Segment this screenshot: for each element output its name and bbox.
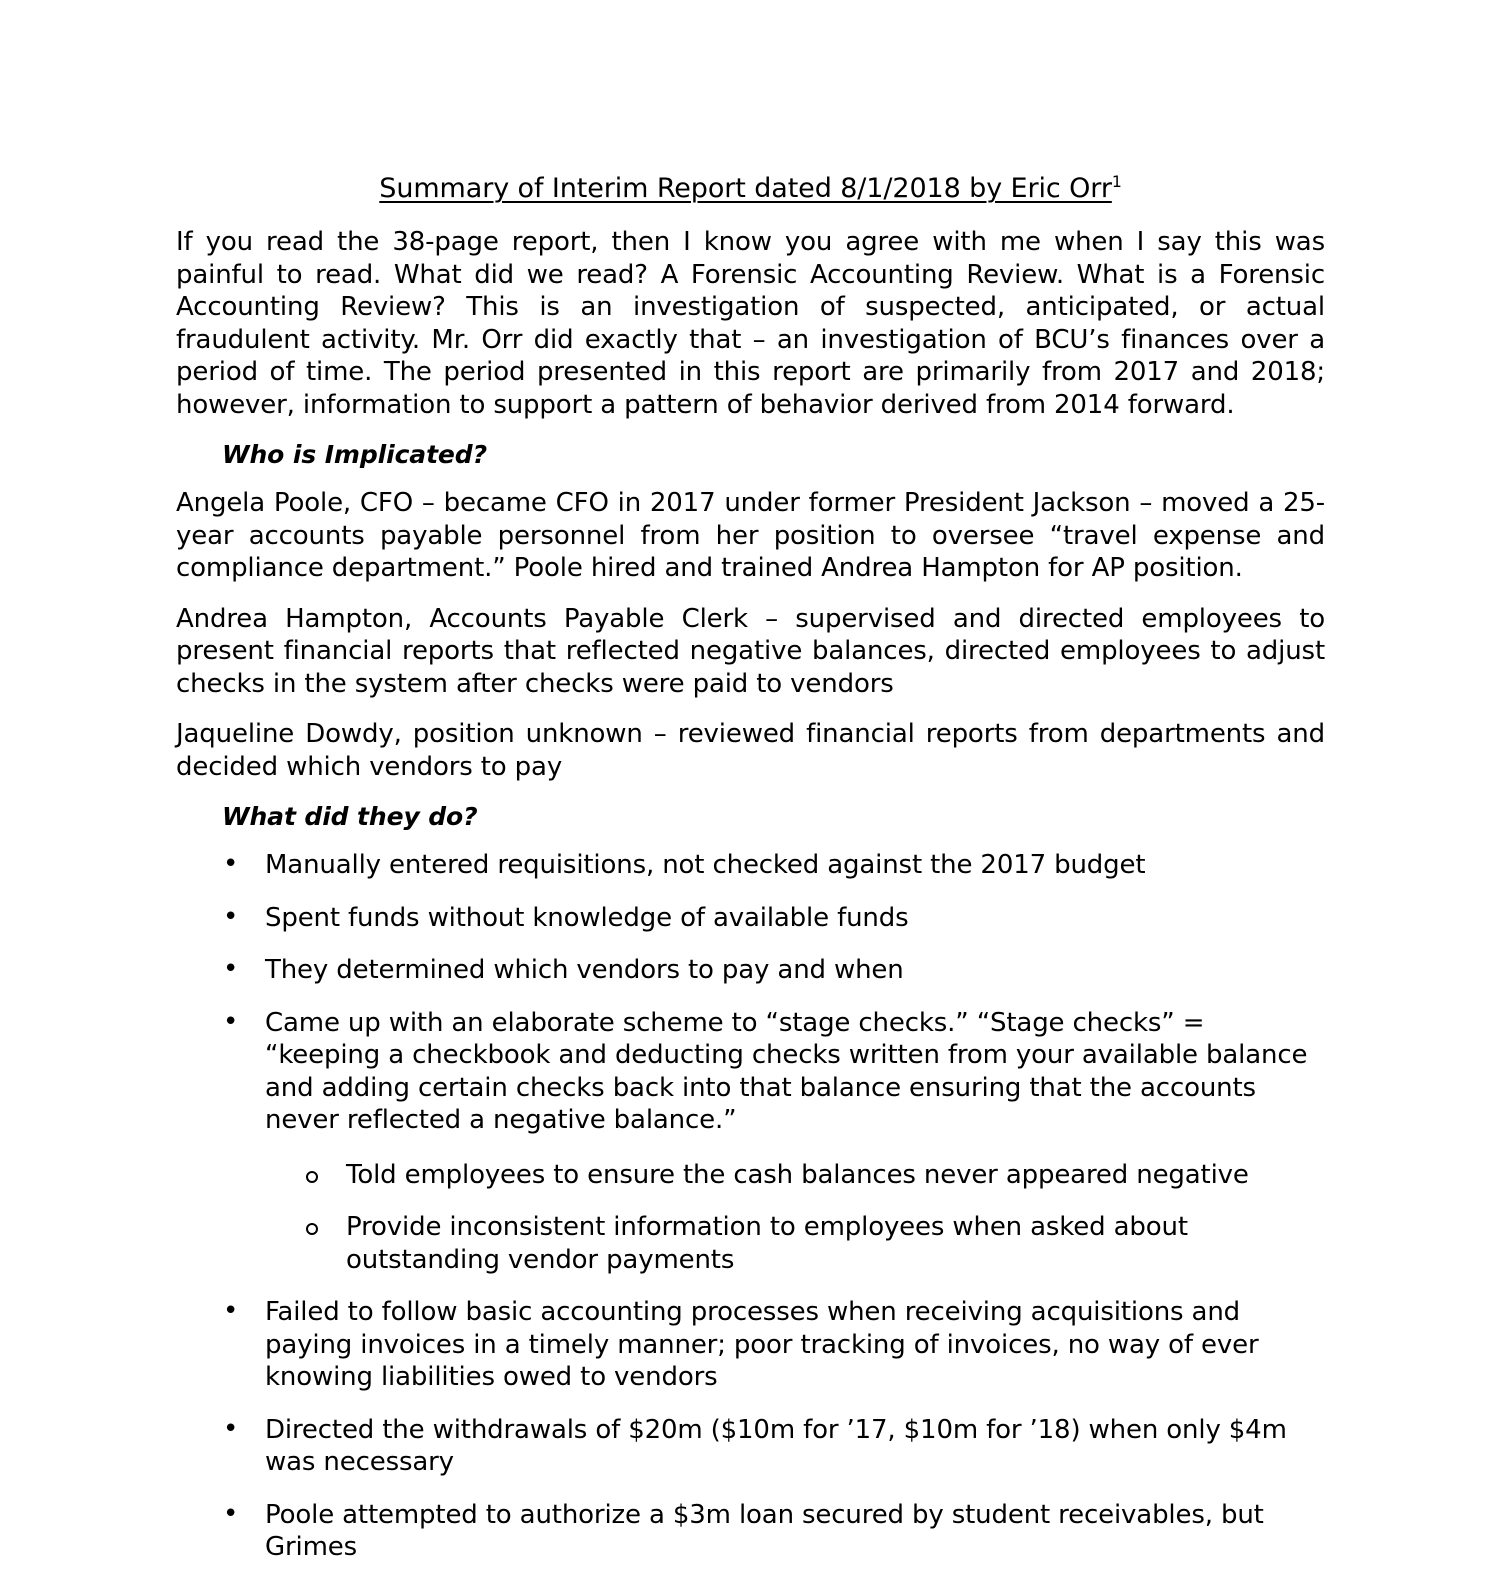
paragraph-jaqueline-dowdy: Jaqueline Dowdy, position unknown – reviewed financial reports from departments and decided which vendors to pay <box>176 719 1325 782</box>
bullet-icon: • <box>223 901 239 932</box>
page-title-text: Summary of Interim Report dated 8/1/2018 by Eric Orr <box>379 173 1112 204</box>
list-item-label: Came up with an elaborate scheme to “stage checks.” “Stage checks” = “keeping a checkbook and deducting checks written from your available balance and adding certain checks back into that balance ensuring that the accounts never reflected a negative balance.” <box>265 1007 1308 1135</box>
bullet-icon: • <box>223 1498 239 1529</box>
paragraph-andrea-hampton: Andrea Hampton, Accounts Payable Clerk – supervised and directed employees to present financial reports that reflected negative balances, directed employees to adjust checks in the system after checks were paid to vendors <box>176 603 1325 699</box>
list-item <box>176 1414 1325 1479</box>
list-item <box>176 902 1325 935</box>
sub-list-item-label: Told employees to ensure the cash balances never appeared negative <box>346 1159 1249 1190</box>
list-item-label: Manually entered requisitions, not checked against the 2017 budget <box>265 850 1146 880</box>
list-item-label: Directed the withdrawals of $20m ($10m for ’17, $10m for ’18) when only $4m was necessary <box>265 1414 1287 1477</box>
document-body <box>176 170 1325 1584</box>
hollow-circle-bullet-icon <box>306 1171 318 1183</box>
sub-list-item <box>261 1211 1325 1276</box>
intro-paragraph: If you read the 38-page report, then I know you agree with me when I say this was painful to read. What did we read? A Forensic Accounting Review. What is a Forensic Accounting Review? This is an investigation of suspected, anticipated, or actual fraudulent activity. Mr. Orr did exactly that – an investigation of BCU’s finances over a period of time. The period presented in this report are primarily from 2017 and 2018; however, information to support a pattern of behavior derived from 2014 forward. <box>176 227 1325 420</box>
section-heading-who-is-implicated: Who is Implicated? <box>222 440 487 469</box>
list-item <box>176 1296 1325 1394</box>
list-item-label: They determined which vendors to pay and when <box>265 955 904 985</box>
list-item <box>176 954 1325 987</box>
stage-checks-sublist <box>261 1159 1325 1277</box>
list-item <box>176 1499 1325 1564</box>
page-title <box>176 170 1325 208</box>
list-item-label: Failed to follow basic accounting processes when receiving acquisitions and paying invoices in a timely manner; poor tracking of invoices, no way of ever knowing liabilities owed to vendors <box>265 1297 1259 1392</box>
paragraph-angela-poole: Angela Poole, CFO – became CFO in 2017 under former President Jackson – moved a 25-year accounts payable personnel from her position to oversee “travel expense and compliance department.” Poole hired and trained Andrea Hampton for AP position. <box>176 488 1325 583</box>
what-did-they-do-list <box>176 849 1325 1564</box>
list-item <box>176 1007 1325 1277</box>
list-item-label: Poole attempted to authorize a $3m loan secured by student receivables, but Grimes <box>265 1499 1264 1562</box>
sub-list-item <box>261 1159 1325 1192</box>
footnote-marker: 1 <box>1111 172 1122 191</box>
bullet-icon: • <box>223 849 239 879</box>
bullet-icon: • <box>223 954 239 984</box>
list-item <box>176 849 1325 882</box>
bullet-icon: • <box>223 1413 239 1444</box>
sub-list-item-label: Provide inconsistent information to employees when asked about outstanding vendor payments <box>346 1212 1188 1275</box>
bullet-icon: • <box>223 1296 239 1326</box>
hollow-circle-bullet-icon <box>306 1223 318 1235</box>
section-heading-what-did-they-do: What did they do? <box>222 802 478 831</box>
bullet-icon: • <box>223 1006 239 1037</box>
list-item-label: Spent funds without knowledge of available funds <box>265 902 909 933</box>
